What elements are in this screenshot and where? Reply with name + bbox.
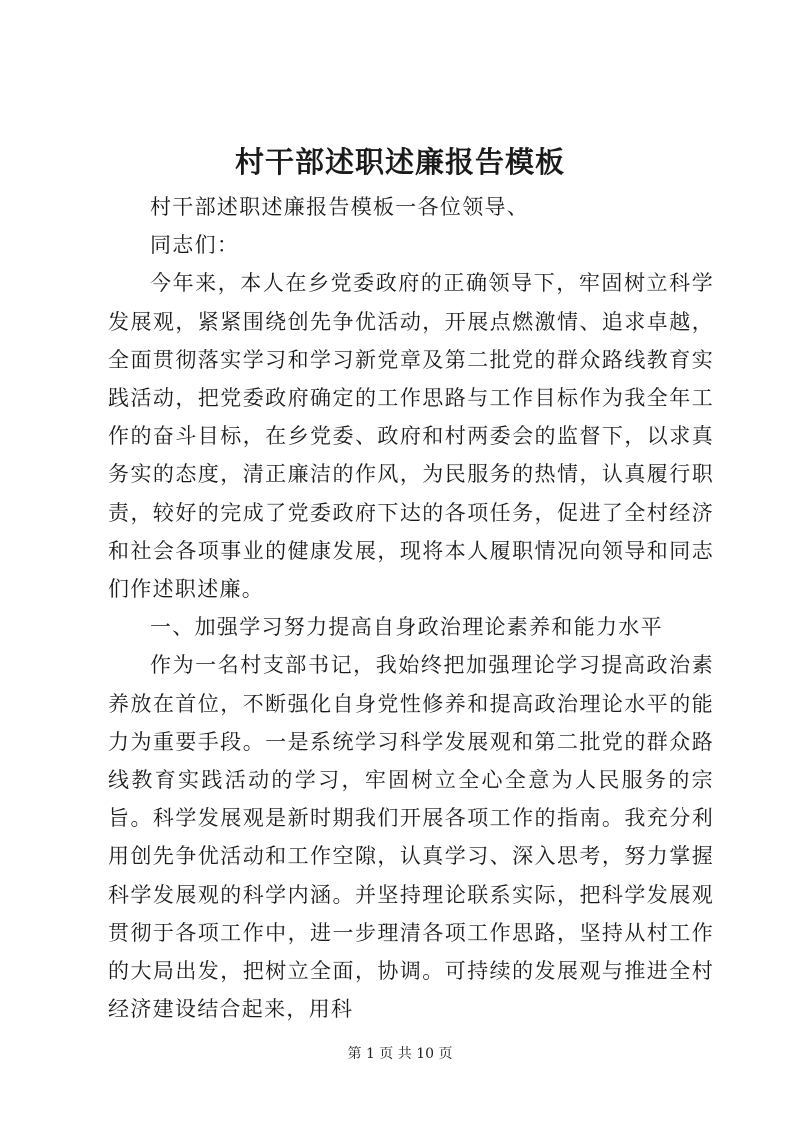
page-number-footer: 第 1 页 共 10 页 [347, 1046, 453, 1062]
paragraph-section-1: 作为一名村支部书记，我始终把加强理论学习提高政治素养放在首位，不断强化自身党性修养和提高政治理论水平的能力为重要手段。一是系统学习科学发展观和第二批党的群众路线教育实践活动的学习，牢固树立全心全意为人民服务的宗旨。科学发展观是新时期我们开展各项工作的指南。我充分利用创先争优活动和工作空隙，认真学习、深入思考，努力掌握科学发展观的科学内涵。并坚持理论联系实际，把科学发展观贯彻于各项工作中，进一步理清各项工作思路，坚持从村工作的大局出发，把树立全面，协调。可持续的发展观与推进全村经济建设结合起来，用科 [108, 653, 714, 1022]
paragraph-address: 同志们： [150, 233, 240, 258]
document-title: 村干部述职述廉报告模板 [234, 145, 565, 179]
document-body [108, 188, 714, 1028]
section-heading: 一、加强学习努力提高自身政治理论素养和能力水平 [150, 615, 663, 640]
paragraph-salutation: 村干部述职述廉报告模板一各位领导、 [150, 195, 530, 219]
paragraph-intro: 今年来，本人在乡党委政府的正确领导下，牢固树立科学发展观，紧紧围绕创先争优活动，开展点燃激情、追求卓越，全面贯彻落实学习和学习新党章及第二批党的群众路线教育实践活动，把党委政府确定的工作思路与工作目标作为我全年工作的奋斗目标，在乡党委、政府和村两委会的监督下，以求真务实的态度，清正廉洁的作风，为民服务的热情，认真履行职责，较好的完成了党委政府下达的各项任务，促进了全村经济和社会各项事业的健康发展，现将本人履职情况向领导和同志们作述职述廉。 [108, 271, 714, 602]
